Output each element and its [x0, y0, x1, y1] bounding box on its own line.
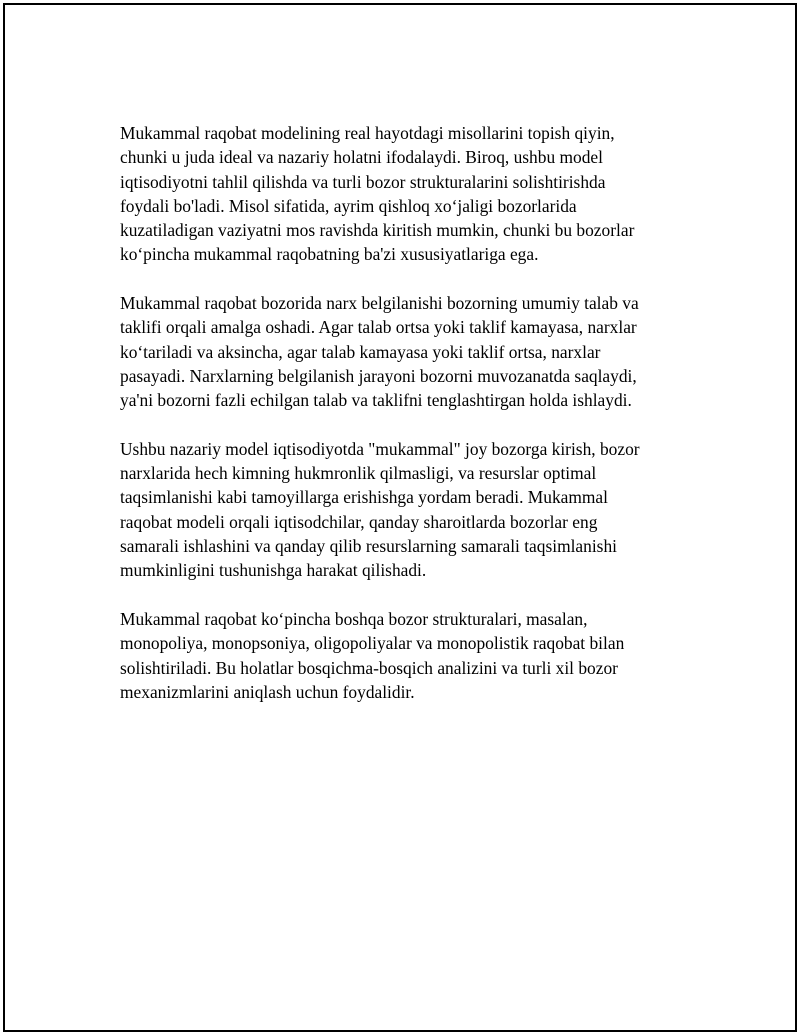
text-line: taqsimlanishi kabi tamoyillarga erishishga yordam beradi. Mukammal: [120, 487, 608, 508]
paragraph-3: [120, 437, 690, 583]
text-line: taklifi orqali amalga oshadi. Agar talab ortsa yoki taklif kamayasa, narxlar: [120, 317, 637, 338]
paragraph-2: [120, 291, 690, 412]
text-line: iqtisodiyotni tahlil qilishda va turli bozor strukturalarini solishtirishda: [120, 171, 606, 192]
text-line: pasayadi. Narxlarning belgilanish jarayoni bozorni muvozanatda saqlaydi,: [120, 365, 637, 386]
text-line: narxlarida hech kimning hukmronlik qilmasligi, va resurslar optimal: [120, 463, 597, 484]
text-line: kuzatiladigan vaziyatni mos ravishda kiritish mumkin, chunki bu bozorlar: [120, 220, 635, 241]
text-line: solishtiriladi. Bu holatlar bosqichma-bosqich analizini va turli xil bozor: [120, 657, 618, 678]
text-line: chunki u juda ideal va nazariy holatni ifodalaydi. Biroq, ushbu model: [120, 147, 603, 168]
text-line: Mukammal raqobat bozorida narx belgilanishi bozorning umumiy talab va: [120, 293, 639, 314]
document-page: [3, 3, 797, 1032]
text-line: raqobat modeli orqali iqtisodchilar, qanday sharoitlarda bozorlar eng: [120, 511, 598, 532]
text-line: mumkinligini tushunishga harakat qilishadi.: [120, 560, 427, 581]
text-line: Mukammal raqobat ko‘pincha boshqa bozor strukturalari, masalan,: [120, 608, 588, 629]
text-line: samarali ishlashini va qanday qilib resurslarning samarali taqsimlanishi: [120, 536, 617, 557]
text-line: ya'ni bozorni fazli echilgan talab va taklifni tenglashtirgan holda ishlaydi.: [120, 390, 632, 411]
text-line: mexanizmlarini aniqlash uchun foydalidir.: [120, 681, 415, 702]
paragraph-4: [120, 607, 690, 704]
paragraph-1: [120, 121, 690, 267]
text-line: ko‘tariladi va aksincha, agar talab kamayasa yoki taklif ortsa, narxlar: [120, 341, 601, 362]
document-body: [120, 121, 690, 728]
text-line: ko‘pincha mukammal raqobatning ba'zi xususiyatlariga ega.: [120, 244, 539, 265]
text-line: Mukammal raqobat modelining real hayotdagi misollarini topish qiyin,: [120, 123, 615, 143]
text-line: monopoliya, monopsoniya, oligopoliyalar va monopolistik raqobat bilan: [120, 633, 625, 654]
text-line: foydali bo'ladi. Misol sifatida, ayrim qishloq xo‘jaligi bozorlarida: [120, 195, 577, 216]
text-line: Ushbu nazariy model iqtisodiyotda "mukammal" joy bozorga kirish, bozor: [120, 438, 640, 459]
